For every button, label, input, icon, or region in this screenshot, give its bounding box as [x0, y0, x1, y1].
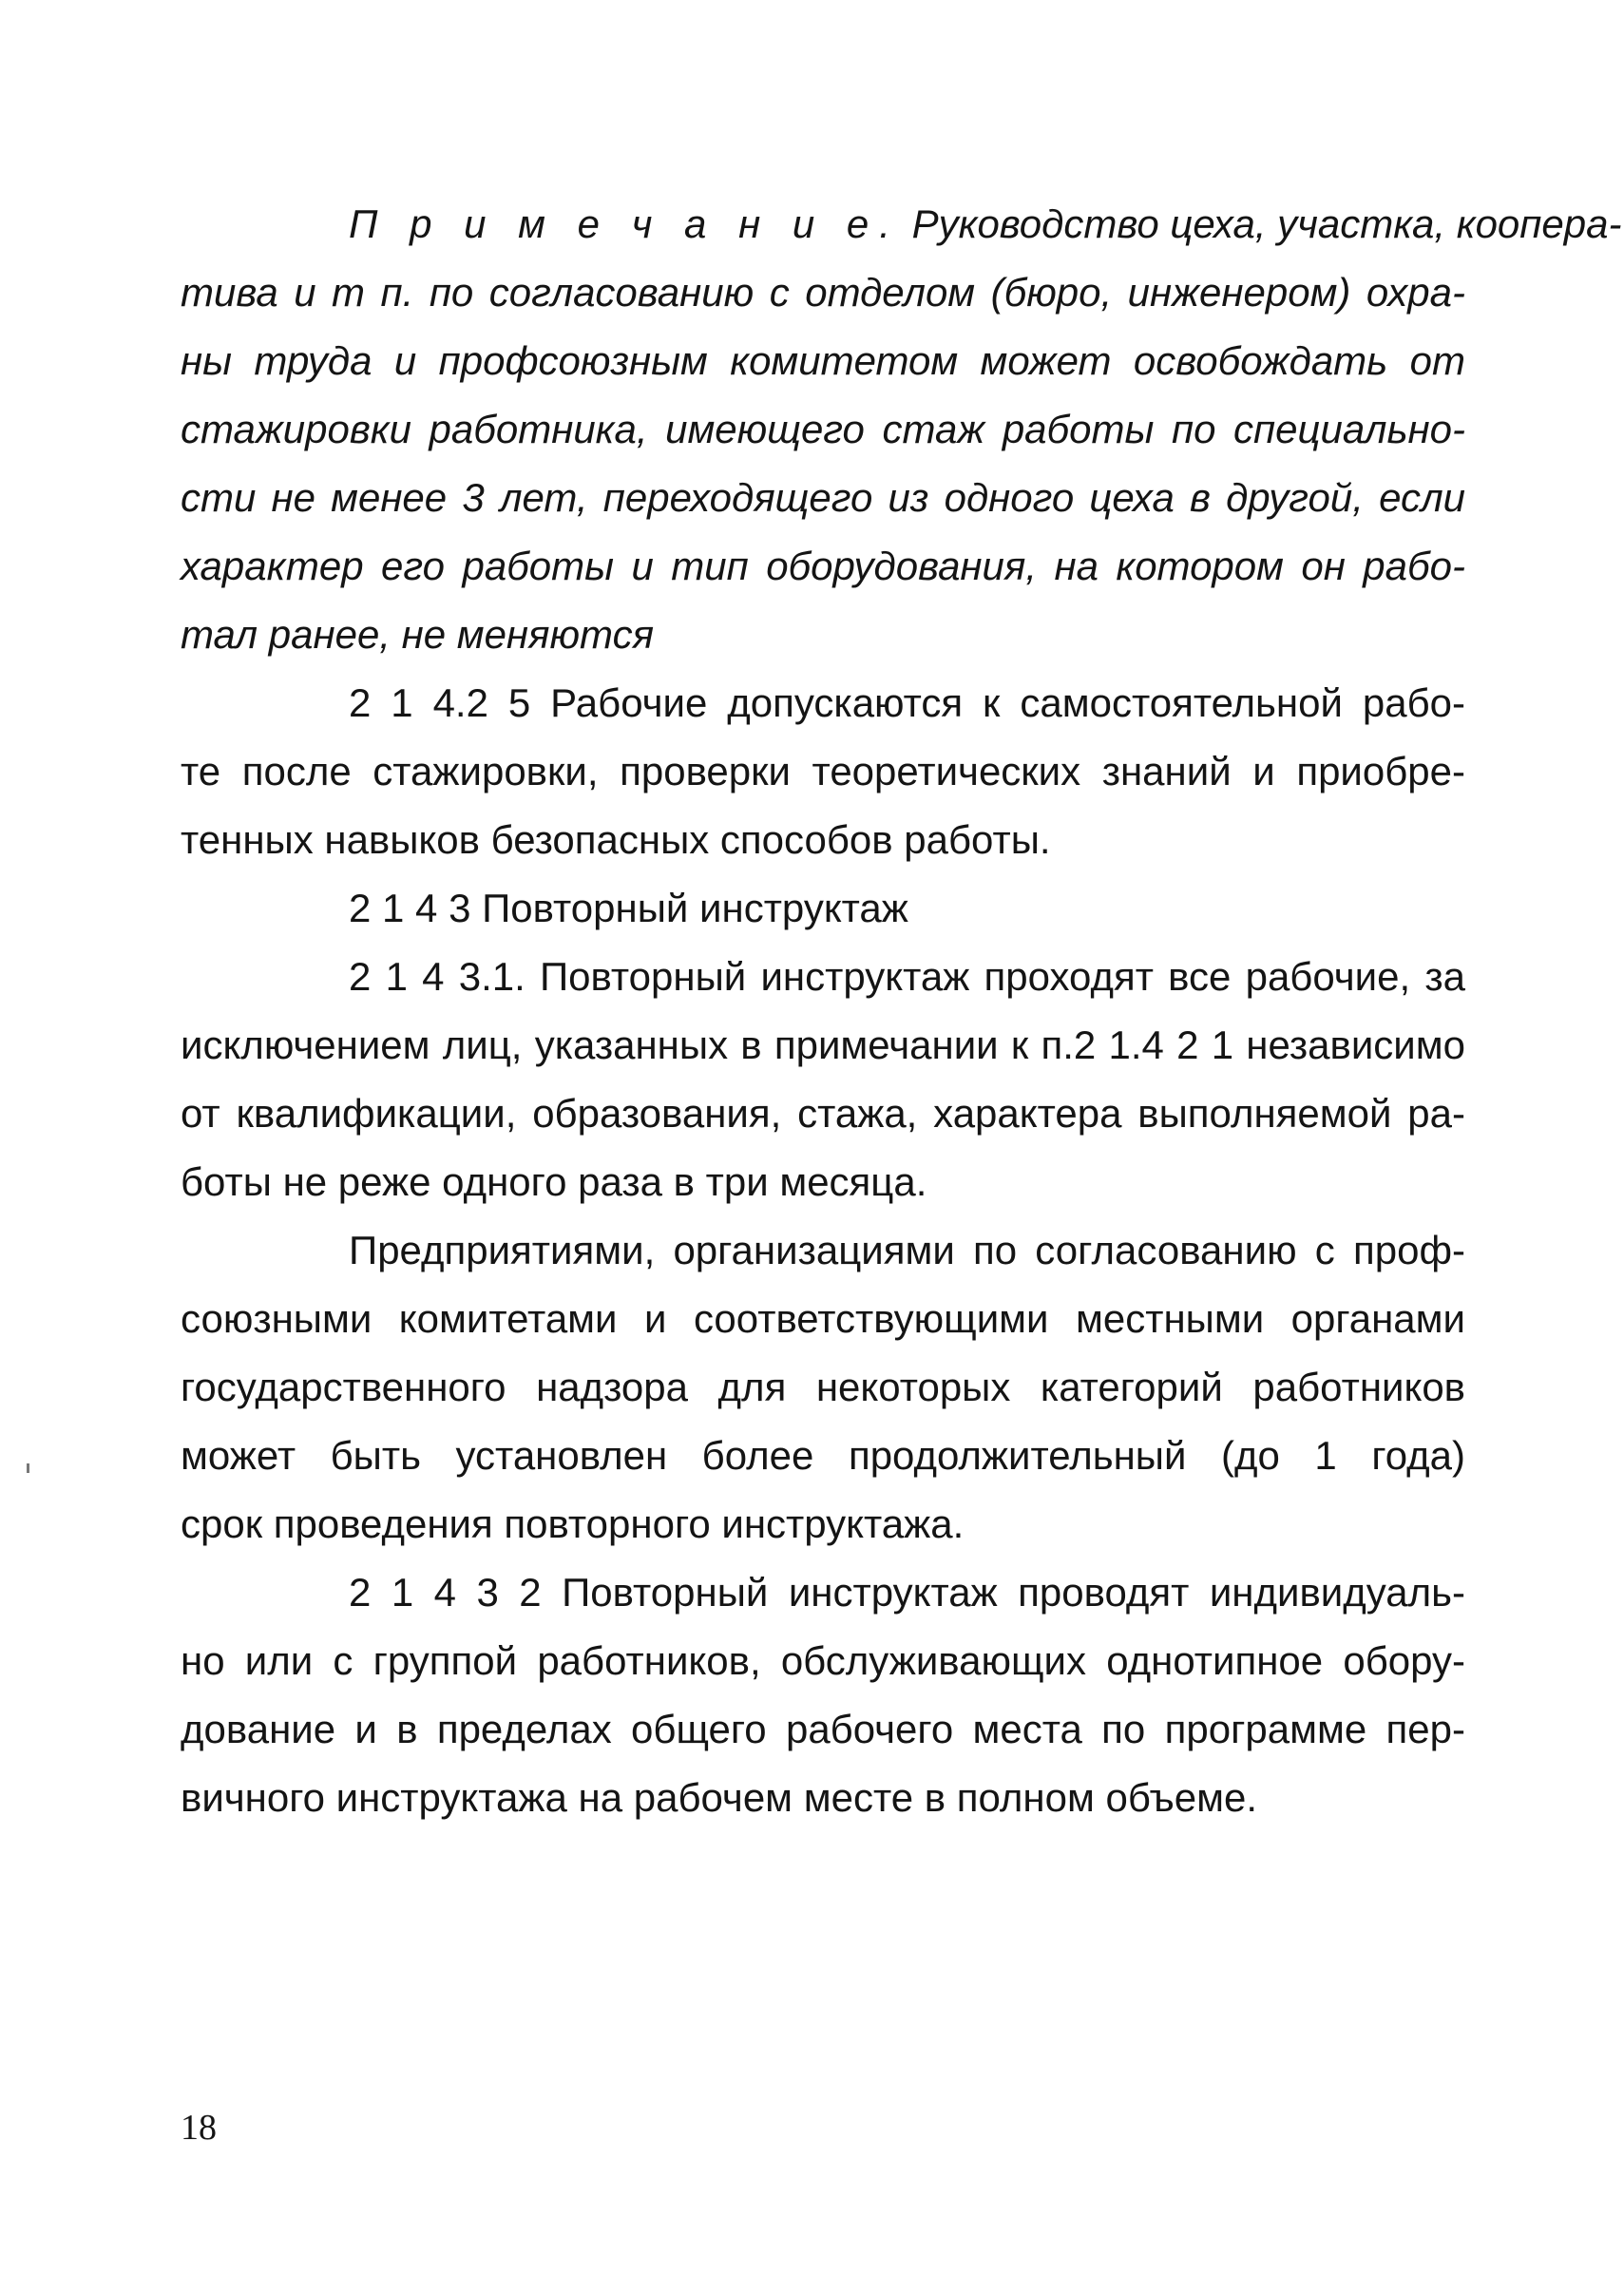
note-heading: П р и м е ч а н и е.	[349, 201, 901, 246]
clause-21432-line-3: дование и в пределах общего рабочего места по программе пер-	[181, 1707, 1465, 1751]
note-line-6: характер его работы и тип оборудования, на котором он рабо-	[181, 544, 1465, 588]
paragraph-enterprises-line-5: срок проведения повторного инструктажа.	[181, 1501, 965, 1546]
paragraph-enterprises-line-1: Предприятиями, организациями по согласованию с проф-	[349, 1228, 1465, 1272]
note-line-4: стажировки работника, имеющего стаж работы по специально-	[181, 407, 1465, 451]
paragraph-enterprises-line-3: государственного надзора для некоторых категорий работников	[181, 1365, 1465, 1409]
clause-21432-line-1: 2 1 4 3 2 Повторный инструктаж проводят индивидуаль-	[349, 1570, 1465, 1615]
page-number: 18	[181, 2108, 217, 2148]
note-line-1	[181, 190, 1622, 258]
clause-21431-line-4: боты не реже одного раза в три месяца.	[181, 1159, 927, 1204]
note-line-2: тива и т п. по согласованию с отделом (бюро, инженером) охра-	[181, 270, 1465, 315]
clause-21425-line-3: тенных навыков безопасных способов работы.	[181, 817, 1051, 862]
clause-21431-line-2: исключением лиц, указанных в примечании к п.2 1.4 2 1 независимо	[181, 1023, 1465, 1067]
clause-21431-line-1: 2 1 4 3.1. Повторный инструктаж проходят все рабочие, за	[349, 954, 1465, 999]
note-line-5: сти не менее 3 лет, переходящего из одного цеха в другой, если	[181, 475, 1465, 520]
scan-speck	[27, 1463, 29, 1473]
note-line-7: тал ранее, не меняются	[181, 612, 655, 657]
paragraph-enterprises-line-4: может быть установлен более продолжительный (до 1 года)	[181, 1433, 1465, 1478]
clause-21431-line-3: от квалификации, образования, стажа, характера выполняемой ра-	[181, 1091, 1465, 1136]
clause-21432-line-2: но или с группой работников, обслуживающих однотипное обору-	[181, 1638, 1465, 1683]
note-text: Руководство цеха, участка, коопера-	[911, 201, 1622, 246]
paragraph-enterprises-line-2: союзными комитетами и соответствующими местными органами	[181, 1296, 1465, 1341]
note-line-3: ны труда и профсоюзным комитетом может освобождать от	[181, 338, 1465, 383]
clause-21425-line-2: те после стажировки, проверки теоретических знаний и приобре-	[181, 749, 1465, 793]
section-heading-2143: 2 1 4 3 Повторный инструктаж	[349, 886, 908, 930]
clause-21425-line-1: 2 1 4.2 5 Рабочие допускаются к самостоятельной рабо-	[349, 680, 1465, 725]
clause-21432-line-4: вичного инструктажа на рабочем месте в полном объеме.	[181, 1775, 1258, 1820]
